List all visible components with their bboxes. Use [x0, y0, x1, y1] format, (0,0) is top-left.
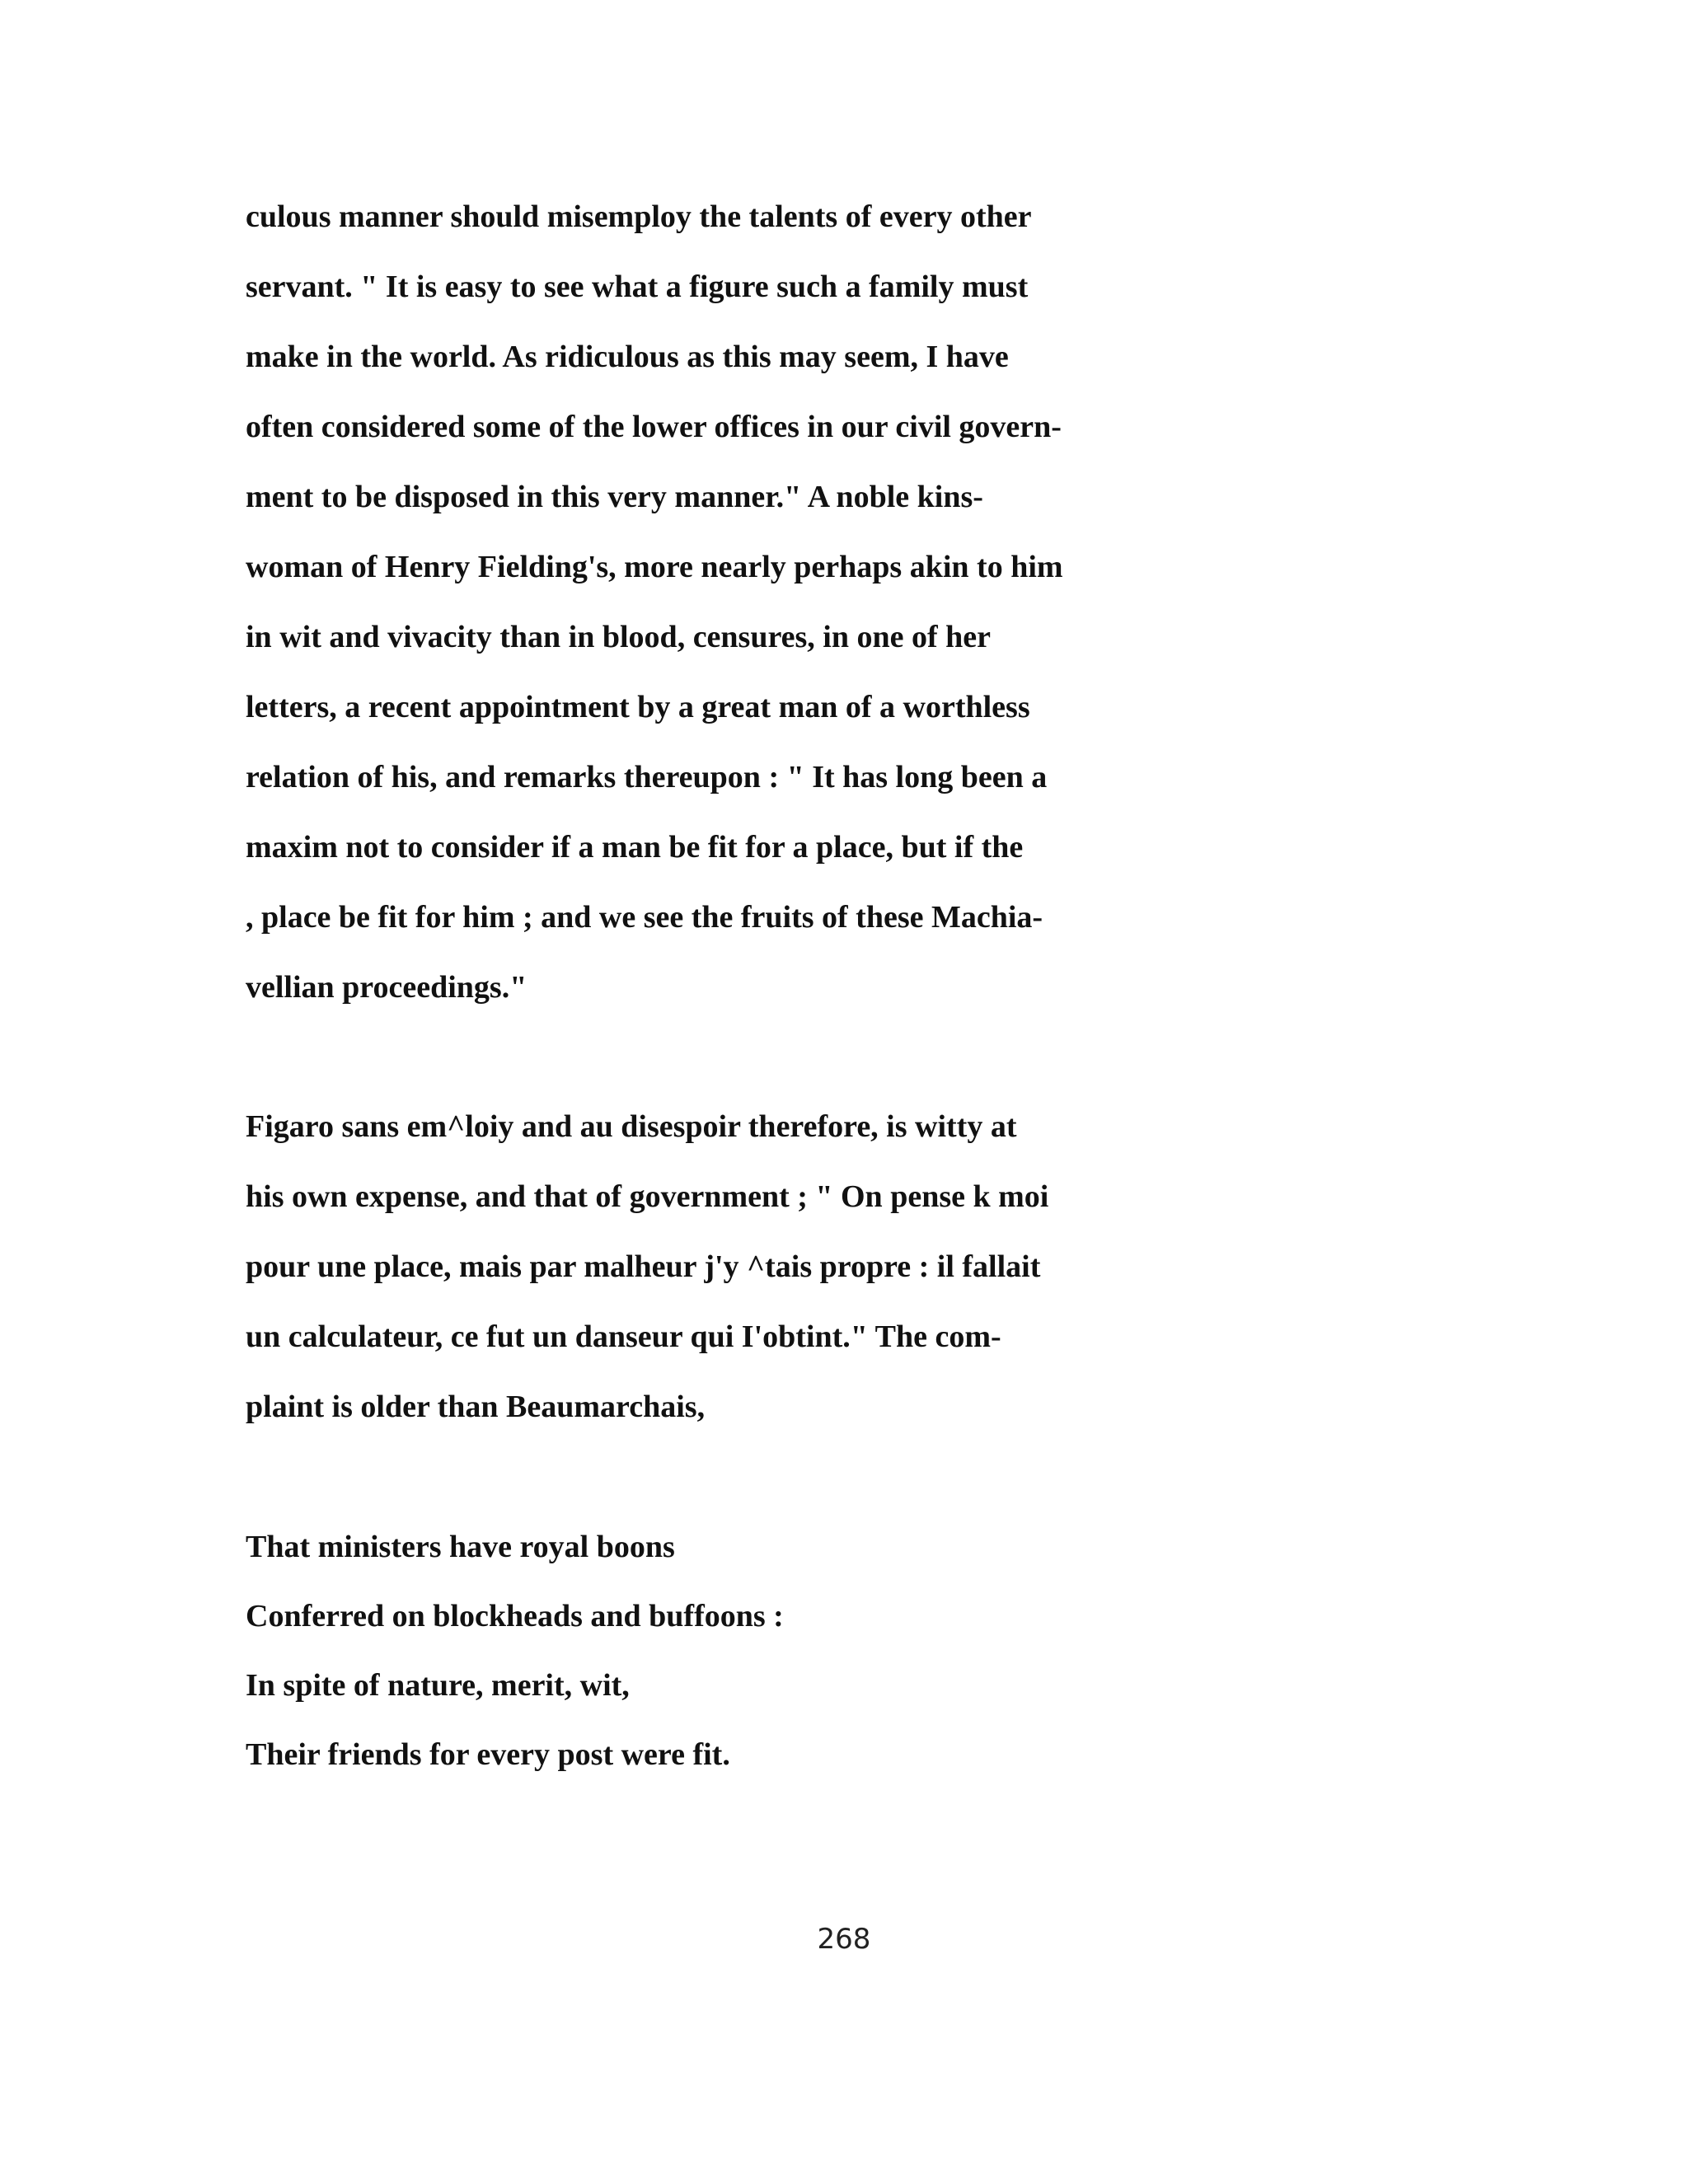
verse-line: In spite of nature, merit, wit, [246, 1668, 630, 1703]
text-line: Figaro sans em^loiy and au disespoir therefore, is witty at [246, 1109, 1017, 1144]
text-line: relation of his, and remarks thereupon : " It has long been a [246, 760, 1048, 794]
paragraph-1 [246, 182, 1482, 1023]
verse-line: Conferred on blockheads and buffoons : [246, 1599, 784, 1633]
paragraph-2 [246, 1092, 1482, 1442]
text-line: plaint is older than Beaumarchais, [246, 1390, 706, 1424]
text-line: in wit and vivacity than in blood, censures, in one of her [246, 620, 992, 654]
text-line: often considered some of the lower offices in our civil govern- [246, 410, 1062, 444]
text-line: ment to be disposed in this very manner." A noble kins- [246, 480, 983, 514]
text-line: servant. " It is easy to see what a figure such a family must [246, 269, 1029, 304]
verse-block [246, 1512, 1482, 1789]
verse-line: That ministers have royal boons [246, 1530, 675, 1564]
text-line: woman of Henry Fielding's, more nearly perhaps akin to him [246, 550, 1063, 584]
text-line: his own expense, and that of government ; " On pense k moi [246, 1179, 1049, 1214]
verse-line: Their friends for every post were fit. [246, 1737, 730, 1772]
text-line: vellian proceedings." [246, 970, 528, 1005]
text-line: culous manner should misemploy the talents of every other [246, 199, 1032, 234]
text-line: make in the world. As ridiculous as this may seem, I have [246, 340, 1009, 374]
text-line: letters, a recent appointment by a great man of a worthless [246, 690, 1030, 724]
page-number: 268 [817, 1923, 871, 1956]
text-line: , place be fit for him ; and we see the fruits of these Machia- [246, 900, 1043, 935]
text-line: maxim not to consider if a man be fit for a place, but if the [246, 830, 1024, 865]
text-line: pour une place, mais par malheur j'y ^tais propre : il fallait [246, 1249, 1041, 1284]
text-line: un calculateur, ce fut un danseur qui I'obtint." The com- [246, 1319, 1001, 1354]
